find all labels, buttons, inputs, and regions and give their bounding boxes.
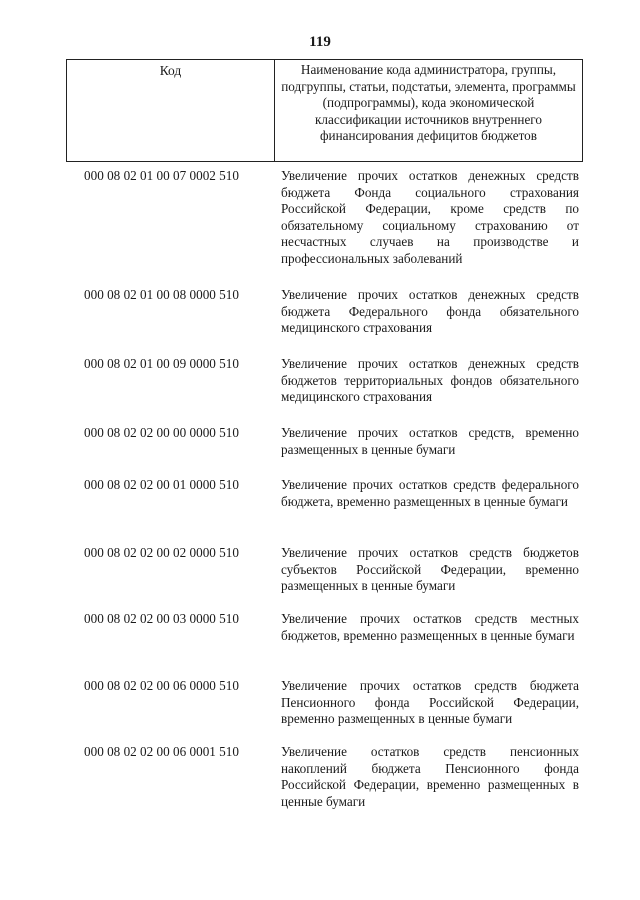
table-header [66, 59, 583, 162]
row-code: 000 08 02 02 00 00 0000 510 [84, 425, 239, 440]
row-code: 000 08 02 02 00 06 0001 510 [84, 744, 239, 759]
row-code: 000 08 02 01 00 07 0002 510 [84, 168, 239, 183]
row-code: 000 08 02 02 00 03 0000 510 [84, 611, 239, 626]
row-description: Увеличение прочих остатков средств местных бюджетов, временно размещенных в ценные бумаги [281, 611, 579, 643]
row-code: 000 08 02 02 00 06 0000 510 [84, 678, 239, 693]
row-description: Увеличение остатков средств пенсионных накоплений бюджета Пенсионного фонда Российской Федерации, временно размещенных в ценные бумаги [281, 744, 579, 809]
row-code: 000 08 02 02 00 01 0000 510 [84, 477, 239, 492]
row-description: Увеличение прочих остатков средств, временно размещенных в ценные бумаги [281, 425, 579, 457]
row-code: 000 08 02 01 00 08 0000 510 [84, 287, 239, 302]
row-description: Увеличение прочих остатков средств федерального бюджета, временно размещенных в ценные бумаги [281, 477, 579, 509]
row-description: Увеличение прочих остатков средств бюджета Пенсионного фонда Российской Федерации, временно размещенных в ценные бумаги [281, 678, 579, 727]
row-description: Увеличение прочих остатков денежных средств бюджетов территориальных фондов обязательного медицинского страхования [281, 356, 579, 405]
row-description: Увеличение прочих остатков денежных средств бюджета Фонда социального страхования Российской Федерации, кроме средств по обязательному социальному страхованию от несчастных случаев на производстве и профессиональных заболеваний [281, 168, 579, 266]
row-code: 000 08 02 02 00 02 0000 510 [84, 545, 239, 560]
row-description: Увеличение прочих остатков средств бюджетов субъектов Российской Федерации, временно размещенных в ценные бумаги [281, 545, 579, 594]
row-description: Увеличение прочих остатков денежных средств бюджета Федерального фонда обязательного медицинского страхования [281, 287, 579, 336]
header-name-column: Наименование кода администратора, группы, подгруппы, статьи, подстатьи, элемента, программы (подпрограммы), кода экономической классификации источников внутреннего финансирования дефицитов бюджетов [281, 62, 576, 144]
header-code-column: Код [67, 60, 275, 161]
page-number: 119 [309, 34, 331, 50]
row-code: 000 08 02 01 00 09 0000 510 [84, 356, 239, 371]
